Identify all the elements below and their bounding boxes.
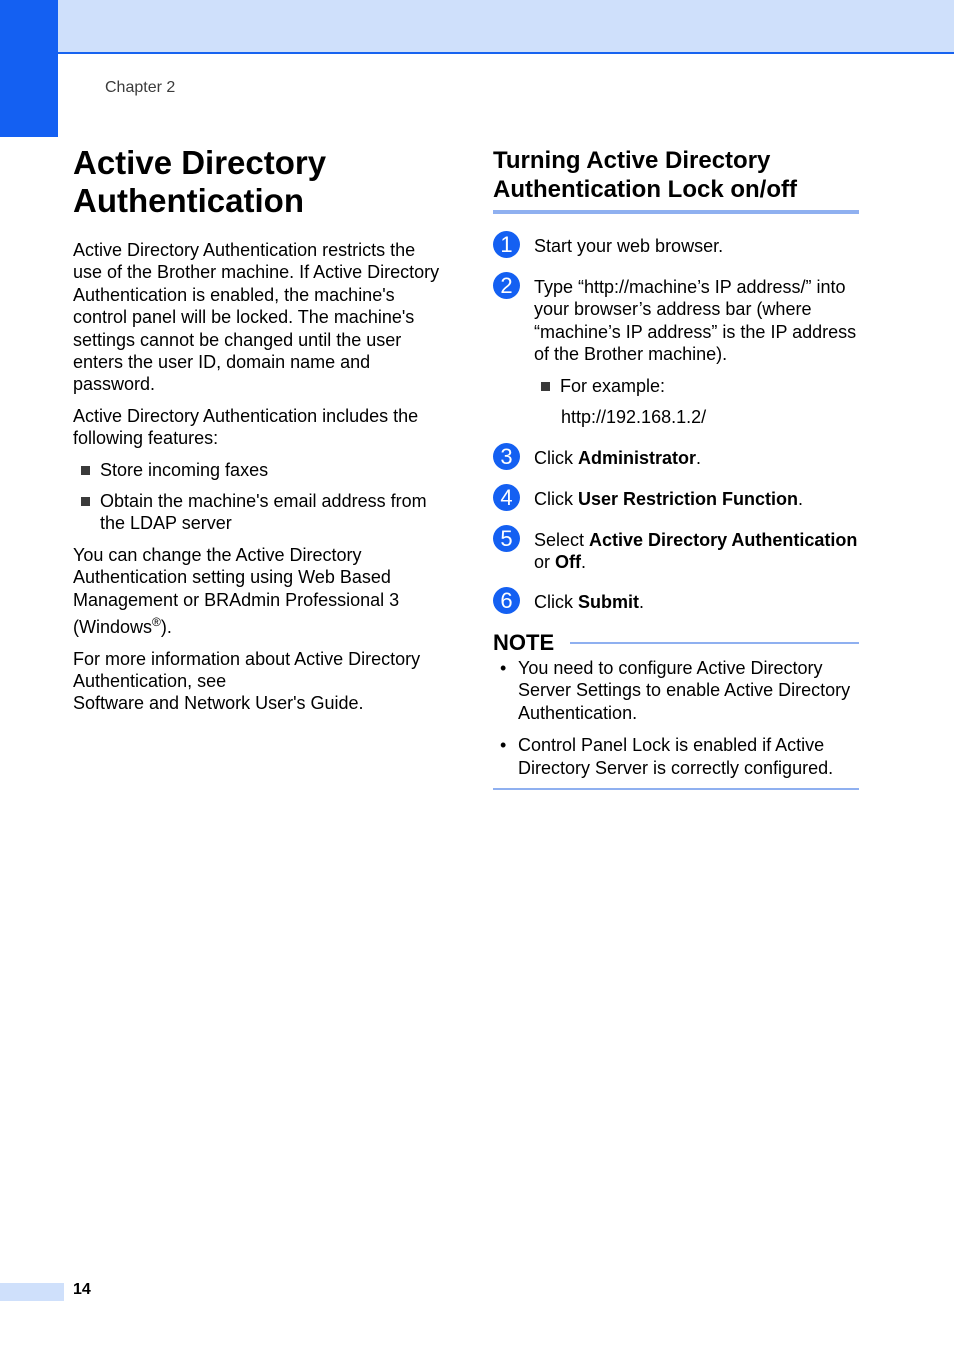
menu-item-administrator: Administrator bbox=[578, 448, 697, 468]
step-suffix: . bbox=[798, 489, 804, 509]
step-5 bbox=[493, 526, 859, 574]
left-column bbox=[73, 239, 445, 724]
step-text bbox=[534, 529, 859, 574]
note-text: You need to configure Active Directory Server Settings to enable Active Directory Authentication. bbox=[518, 658, 851, 723]
step-prefix: Click bbox=[534, 448, 578, 468]
square-bullet-icon bbox=[81, 497, 90, 506]
bullet-dot-icon: • bbox=[500, 658, 507, 678]
step-number-icon: 2 bbox=[493, 272, 520, 299]
step-suffix: . bbox=[696, 448, 702, 468]
note-item bbox=[500, 657, 859, 724]
change-setting-text: You can change the Active Directory Authentication setting using Web Based Management or BRAdmin Professional 3 (Windows bbox=[73, 544, 400, 638]
step-prefix: Select bbox=[534, 530, 590, 550]
step-6 bbox=[493, 588, 859, 614]
step-text: Start your web browser. bbox=[534, 236, 724, 256]
note-heading: NOTE bbox=[493, 630, 555, 655]
page-number: 14 bbox=[73, 1281, 91, 1298]
note-bottom-rule bbox=[493, 788, 859, 790]
step-2 bbox=[493, 273, 859, 366]
feature-text: Store incoming faxes bbox=[100, 459, 269, 480]
chapter-label: Chapter 2 bbox=[105, 79, 176, 96]
header-band bbox=[0, 0, 954, 54]
step-number-icon: 5 bbox=[493, 525, 520, 552]
change-setting-end: ). bbox=[160, 617, 172, 638]
registered-mark: ® bbox=[152, 615, 161, 630]
step-suffix: . bbox=[639, 592, 645, 612]
step-text bbox=[534, 447, 859, 470]
change-setting-paragraph bbox=[73, 544, 445, 639]
example-label: For example: bbox=[560, 376, 666, 396]
step-4 bbox=[493, 485, 859, 511]
step-text bbox=[534, 591, 859, 614]
note-list bbox=[500, 657, 859, 789]
note-text: Control Panel Lock is enabled if Active Directory Server is correctly configured. bbox=[518, 735, 834, 778]
step-text bbox=[534, 488, 859, 511]
step-number-icon: 4 bbox=[493, 484, 520, 511]
example-item bbox=[541, 375, 665, 397]
more-info-paragraph bbox=[73, 648, 445, 715]
step-suffix: . bbox=[581, 552, 587, 573]
intro-paragraph: Active Directory Authentication restricts the use of the Brother machine. If Active Directory Authentication is enabled, the machine's control panel will be locked. The machine's settings cannot be changed until the user enters the user ID, domain name and password. bbox=[73, 240, 440, 395]
submit-label: Submit bbox=[578, 592, 639, 612]
square-bullet-icon bbox=[541, 382, 550, 391]
section-title: Turning Active Directory Authentication Lock on/off bbox=[493, 147, 797, 203]
page-title: Active Directory Authentication bbox=[73, 144, 327, 219]
guide-reference: Software and Network User's Guide. bbox=[73, 693, 364, 714]
step-connector: or bbox=[534, 552, 556, 573]
option-off: Off bbox=[555, 552, 582, 573]
footer-band bbox=[0, 1283, 64, 1301]
step-3 bbox=[493, 444, 859, 470]
note-item bbox=[500, 734, 859, 779]
features-intro: Active Directory Authentication includes the following features: bbox=[73, 405, 419, 449]
step-prefix: Click bbox=[534, 489, 578, 509]
menu-item-user-restriction: User Restriction Function bbox=[578, 489, 799, 509]
step-number-icon: 6 bbox=[493, 587, 520, 614]
step-1 bbox=[493, 232, 859, 258]
list-item bbox=[81, 490, 445, 535]
example-url: http://192.168.1.2/ bbox=[561, 407, 707, 427]
bullet-dot-icon: • bbox=[500, 735, 507, 756]
more-info-text: For more information about Active Directory Authentication, see bbox=[73, 648, 421, 691]
step-number-icon: 1 bbox=[493, 231, 520, 258]
chapter-tab bbox=[0, 0, 58, 137]
option-active-directory: Active Directory Authentication bbox=[589, 530, 858, 550]
feature-text: Obtain the machine's email address from the LDAP server bbox=[100, 491, 427, 534]
square-bullet-icon bbox=[81, 466, 90, 475]
list-item bbox=[81, 459, 445, 481]
step-prefix: Click bbox=[534, 592, 578, 612]
section-underline bbox=[493, 210, 859, 214]
note-rule bbox=[570, 642, 859, 644]
step-text: Type “http://machine’s IP address/” into your browser’s address bar (where “machine’s IP address” is the IP address of the Brother machine). bbox=[534, 277, 857, 365]
step-number-icon: 3 bbox=[493, 443, 520, 470]
